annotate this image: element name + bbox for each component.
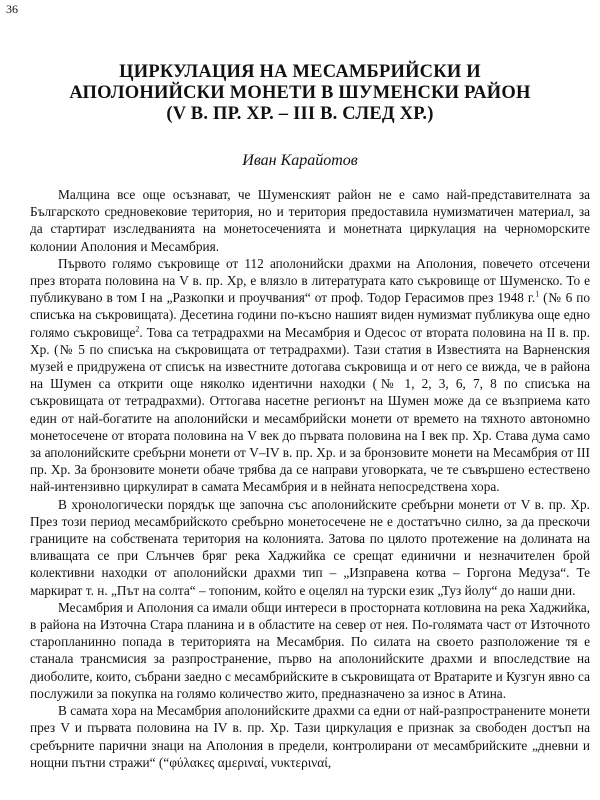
paragraph-2-part-1: Първото голямо съкровище от 112 аполонийски драхми на Аполония, повечето отсечени през втората половина на V в. пр. Хр, е влязло в литературата като съкровище от Шуменско. То е публикувано в том I на „Разкопки и проучвания“ от проф. Тодор Герасимов през 1948 г. bbox=[30, 255, 590, 306]
paragraph-3: В хронологически порядък ще започна със аполонийските сребърни монети от V в. пр. Хр. През този период месамбрийското сребърно монетосечене не е достатъчно силно, за да прескочи границите на собствената територия на колонията. Затова по цялото протежение на долината на вливащата се при Слънчев бряг река Хаджийка се срещат единични и незначителен брой колективни находки от аполонийски драхми тип – „Изправена котва – Горгона Медуза“. Те маркират т. н. „Път на солта“ – топоним, който е оцелял на турски език „Туз йолу“ до наши дни. bbox=[30, 496, 590, 598]
title-line-3: (V В. ПР. ХР. – III В. СЛЕД ХР.) bbox=[166, 104, 434, 124]
footnote-ref-2: 2 bbox=[135, 324, 140, 334]
paragraph-2 bbox=[30, 255, 590, 496]
footnote-ref-1: 1 bbox=[535, 289, 540, 299]
title-line-1: ЦИРКУЛАЦИЯ НА МЕСАМБРИЙСКИ И bbox=[119, 62, 481, 82]
paragraph-5: В самата хора на Месамбрия аполонийските драхми са едни от най-разпространените монети през V и първата половина на IV в. пр. Хр. Тази циркулация е признак за свободен достъп на сребърните парични знаци на Аполония в предели, контролирани от месамбрийските „дневни и нощни пътни стражи“ (“φύλακες αμεριναί, νυκτεριναί, bbox=[30, 703, 590, 770]
title-line-2: АПОЛОНИЙСКИ МОНЕТИ В ШУМЕНСКИ РАЙОН bbox=[69, 83, 531, 103]
article-body bbox=[30, 186, 590, 771]
paragraph-2-part-2: (№ 6 по списъка на съкровищата). Десетина години по-късно нашият виден нумизмат публикува още едно голямо съкровище bbox=[30, 290, 591, 340]
paragraph-1: Малцина все още осъзнават, че Шуменският район не е само най-представителната за Българското средновековие територия, но и територия предоставила нумизматичен материал, за да стартират изследванията на монетосеченията и монетната циркулация на черноморските колонии Аполония и Месамбрия. bbox=[30, 187, 590, 254]
page-number: 36 bbox=[6, 2, 18, 16]
paragraph-4: Месамбрия и Аполония са имали общи интереси в просторната котловина на река Хаджийка, в района на Източна Стара планина и в областите на север от нея. По-голямата част от Източното старопланинно попада в територията на Месамбрия. По силата на своето разположение тя е станала трансмисия за разпространение, първо на аполонийските драхми и впоследствие на диоболите, които, събрани заедно с месамбрийските в съкровищата от Вратарите и Кузгун явно са послужили за покупка на голямо количество жито, предназначено за износ в Атина. bbox=[30, 599, 590, 701]
article-title bbox=[0, 62, 600, 125]
paragraph-2-part-3: . Това са тетрадрахми на Месамбрия и Одесос от втората половина на II в. пр. Хр. (№ 5 по списъка на съкровищата от тетрадрахми). Тази статия в Известията на Варненския музей е придружена от списък на известните дотогава съкровища и от него се вижда, че в района на Шумен са открити още няколко идентични находки (№ 1, 2, 3, 6, 7, 8 по списъка на съкровищата от тетрадрахми). Оттогава насетне регионът на Шумен може да се възприема като един от най-богатите на аполонийски и месамбрийски монети от времето на тяхното автономно монетосечене от втората половина на V век до първата половина на I век пр. Хр. Става дума само за аполонийските сребърни монети от V–IV в. пр. Хр. и за бронзовите монети на Месамбрия от III пр. Хр. За бронзовите монети обаче трябва да се направи уговорката, че те съвършено естествено най-интензивно циркулират в самата Месамбрия и в нейната непосредствена хора. bbox=[30, 324, 590, 495]
author-name: Иван Карайотов bbox=[242, 152, 358, 169]
